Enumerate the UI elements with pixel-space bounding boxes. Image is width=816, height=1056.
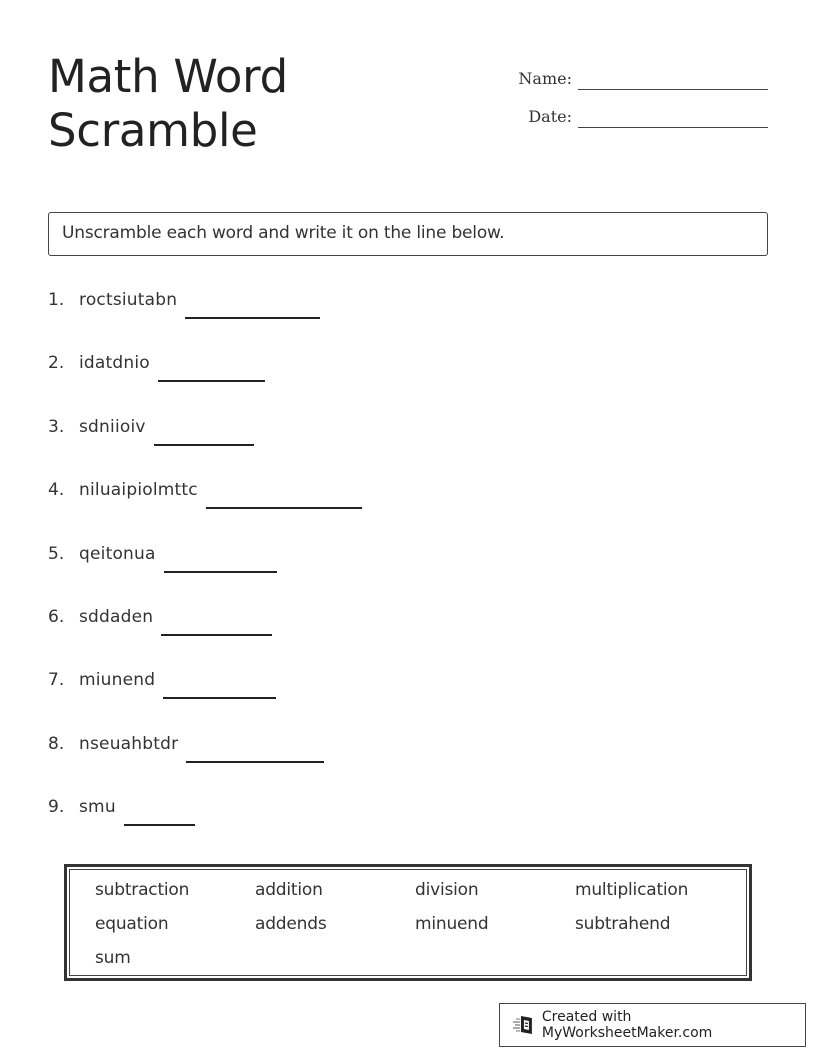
scrambled-word: nseuahbtdr bbox=[79, 733, 179, 754]
item-number: 2. bbox=[48, 353, 65, 374]
answer-line[interactable] bbox=[163, 670, 276, 699]
word-bank bbox=[64, 864, 752, 981]
item-number: 9. bbox=[48, 797, 65, 818]
page-title bbox=[48, 50, 288, 158]
list-item bbox=[48, 480, 362, 543]
name-label: Name: bbox=[518, 69, 572, 88]
word-bank-item: subtraction bbox=[95, 880, 190, 900]
word-bank-item: subtrahend bbox=[575, 914, 671, 934]
scrambled-word: niluaipiolmttc bbox=[79, 480, 198, 501]
answer-line[interactable] bbox=[124, 797, 195, 826]
title-line-1: Math Word bbox=[48, 50, 288, 103]
list-item bbox=[48, 607, 362, 670]
date-label: Date: bbox=[528, 107, 572, 126]
item-number: 3. bbox=[48, 416, 65, 437]
student-info bbox=[518, 52, 768, 128]
answer-line[interactable] bbox=[164, 544, 277, 573]
scrambled-word: idatdnio bbox=[79, 353, 150, 374]
list-item bbox=[48, 670, 362, 733]
word-bank-item: addends bbox=[255, 914, 327, 934]
list-item bbox=[48, 797, 362, 860]
list-item bbox=[48, 417, 362, 480]
word-bank-item: addition bbox=[255, 880, 323, 900]
word-bank-item: division bbox=[415, 880, 479, 900]
scrambled-word: roctsiutabn bbox=[79, 290, 178, 310]
title-line-2: Scramble bbox=[48, 104, 258, 157]
instructions-box: Unscramble each word and write it on the line below. bbox=[48, 212, 768, 256]
answer-line[interactable] bbox=[158, 353, 265, 382]
name-row bbox=[518, 52, 768, 90]
answer-line[interactable] bbox=[206, 480, 362, 509]
scrambled-word: qeitonua bbox=[79, 543, 156, 564]
scrambled-word: miunend bbox=[79, 670, 156, 691]
footer-text: Created with MyWorksheetMaker.com bbox=[541, 1009, 713, 1041]
word-bank-item: equation bbox=[95, 914, 169, 934]
scrambled-word: sddaden bbox=[79, 606, 154, 627]
item-number: 5. bbox=[48, 543, 65, 564]
item-number: 1. bbox=[48, 290, 65, 310]
scramble-list bbox=[48, 290, 362, 861]
date-field[interactable] bbox=[578, 104, 768, 128]
date-row bbox=[518, 90, 768, 128]
name-field[interactable] bbox=[578, 66, 768, 90]
word-bank-item: minuend bbox=[415, 914, 489, 934]
scrambled-word: smu bbox=[79, 797, 116, 818]
footer-credit[interactable] bbox=[499, 1003, 806, 1047]
word-bank-grid bbox=[69, 869, 747, 976]
item-number: 4. bbox=[48, 480, 65, 501]
worksheet-logo-icon bbox=[512, 1014, 536, 1036]
item-number: 7. bbox=[48, 670, 65, 691]
answer-line[interactable] bbox=[154, 417, 254, 446]
answer-line[interactable] bbox=[161, 607, 272, 636]
list-item bbox=[48, 353, 362, 416]
item-number: 8. bbox=[48, 733, 65, 754]
scrambled-word: sdniioiv bbox=[79, 416, 146, 437]
item-number: 6. bbox=[48, 606, 65, 627]
list-item bbox=[48, 290, 362, 353]
word-bank-item: multiplication bbox=[575, 880, 689, 900]
answer-line[interactable] bbox=[185, 290, 320, 319]
answer-line[interactable] bbox=[186, 734, 324, 763]
list-item bbox=[48, 544, 362, 607]
word-bank-item: sum bbox=[95, 948, 131, 968]
list-item bbox=[48, 734, 362, 797]
